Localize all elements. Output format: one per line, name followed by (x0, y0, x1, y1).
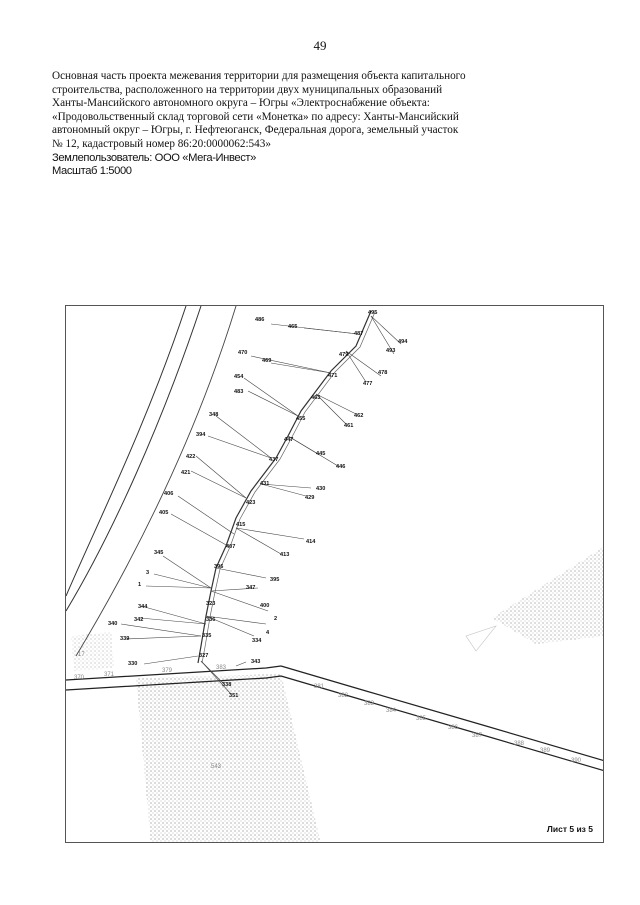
label-445: 445 (316, 451, 326, 457)
title-line-1: Основная часть проекта межевания территории для размещения объекта капитального (52, 70, 466, 82)
label-469: 469 (262, 358, 272, 364)
label-422: 422 (186, 454, 196, 460)
road-label-390: 390 (571, 758, 582, 764)
road-label-389: 389 (540, 748, 551, 754)
label-330: 330 (128, 661, 138, 667)
label-4: 4 (266, 630, 270, 636)
label-348: 348 (209, 412, 219, 418)
label-396: 396 (214, 564, 224, 570)
label-3: 3 (146, 570, 150, 576)
label-407: 407 (226, 544, 236, 550)
road-label-383a: 383 (216, 665, 227, 671)
label-344: 344 (138, 604, 148, 610)
label-429: 429 (305, 495, 315, 501)
road-label-386: 386 (448, 725, 459, 731)
label-447: 447 (284, 437, 294, 443)
label-342: 342 (134, 617, 144, 623)
label-414: 414 (306, 539, 316, 545)
label-479: 479 (339, 352, 349, 358)
label-431: 431 (260, 481, 270, 487)
road-label-387: 387 (472, 733, 483, 739)
road-right-lower (281, 676, 604, 771)
label-465: 465 (288, 324, 298, 330)
label-461: 461 (344, 423, 354, 429)
label-478: 478 (378, 370, 388, 376)
title-line-3: Ханты-Мансийского автономного округа – Югры «Электроснабжение объекта: (52, 97, 430, 110)
road-label-388: 388 (514, 741, 525, 747)
boundary-curve-inner (66, 306, 201, 611)
label-351: 351 (229, 693, 239, 699)
road-right (281, 666, 604, 761)
label-327: 327 (199, 653, 209, 659)
road-label-371: 371 (104, 672, 115, 678)
label-477: 477 (363, 381, 373, 387)
zone-right (492, 546, 604, 644)
title-line-6: № 12, кадастровый номер 86:20:0000062:543» (52, 137, 271, 150)
label-334: 334 (252, 638, 262, 644)
road-label-370: 370 (74, 675, 85, 681)
label-437: 437 (269, 457, 279, 463)
road-label-381: 381 (314, 684, 325, 690)
land-user: Землепользователь: ООО «Мега-Инвест» (52, 151, 256, 164)
label-486: 486 (255, 317, 265, 323)
map-drawing (66, 306, 604, 843)
label-345a: 345 (154, 550, 164, 556)
label-406: 406 (164, 491, 174, 497)
label-446: 446 (336, 464, 346, 470)
label-483: 483 (234, 389, 244, 395)
label-340: 340 (108, 621, 118, 627)
label-493: 493 (386, 348, 396, 354)
label-339: 339 (120, 636, 130, 642)
label-413: 413 (280, 552, 290, 558)
label-394: 394 (196, 432, 206, 438)
label-415: 415 (236, 522, 246, 528)
road-label-383: 383 (364, 701, 375, 707)
label-487: 487 (354, 331, 364, 337)
point-labels (108, 310, 408, 699)
survey-map (65, 305, 604, 843)
title-line-5: автономный округ – Югры, г. Нефтеюганск, Федеральная дорога, земельный участок (52, 124, 459, 137)
label-336: 336 (206, 617, 216, 623)
road-label-385: 385 (416, 716, 427, 722)
label-343: 343 (251, 659, 261, 665)
label-405: 405 (159, 510, 169, 516)
road-label-379: 379 (162, 668, 173, 674)
sheet-label: Лист 5 из 5 (546, 824, 593, 834)
label-471: 471 (328, 373, 338, 379)
label-2: 2 (274, 616, 278, 622)
label-1: 1 (138, 582, 142, 588)
label-323: 323 (206, 601, 216, 607)
zone-bottom-left (136, 674, 321, 843)
road-label-382: 382 (338, 693, 349, 699)
label-454: 454 (234, 374, 244, 380)
label-423: 423 (246, 500, 256, 506)
label-462: 462 (354, 413, 364, 419)
document-header (52, 70, 522, 179)
zone-label-543: 543 (211, 764, 222, 770)
title-line-2: строительства, расположенного на территории двух муниципальных образований (52, 83, 443, 96)
boundary-curve-outer (66, 306, 186, 596)
north-marker (466, 626, 496, 651)
label-463: 463 (311, 395, 321, 401)
label-495: 495 (368, 310, 378, 316)
label-338: 338 (222, 682, 232, 688)
page-number: 49 (313, 38, 327, 53)
scale: Масштаб 1:5000 (52, 165, 132, 178)
label-347: 347 (246, 585, 256, 591)
label-470: 470 (238, 350, 248, 356)
label-335: 335 (202, 633, 212, 639)
label-395: 395 (270, 577, 280, 583)
label-400: 400 (260, 603, 270, 609)
zone-label-17: 17 (78, 652, 85, 658)
label-421: 421 (181, 470, 191, 476)
label-430: 430 (316, 486, 326, 492)
title-line-4: «Продовольственный склад торговой сети «Монетка» по адресу: Ханты-Мансийский (52, 110, 459, 123)
road-label-384: 384 (386, 708, 397, 714)
label-494: 494 (398, 339, 408, 345)
label-455: 455 (296, 416, 306, 422)
